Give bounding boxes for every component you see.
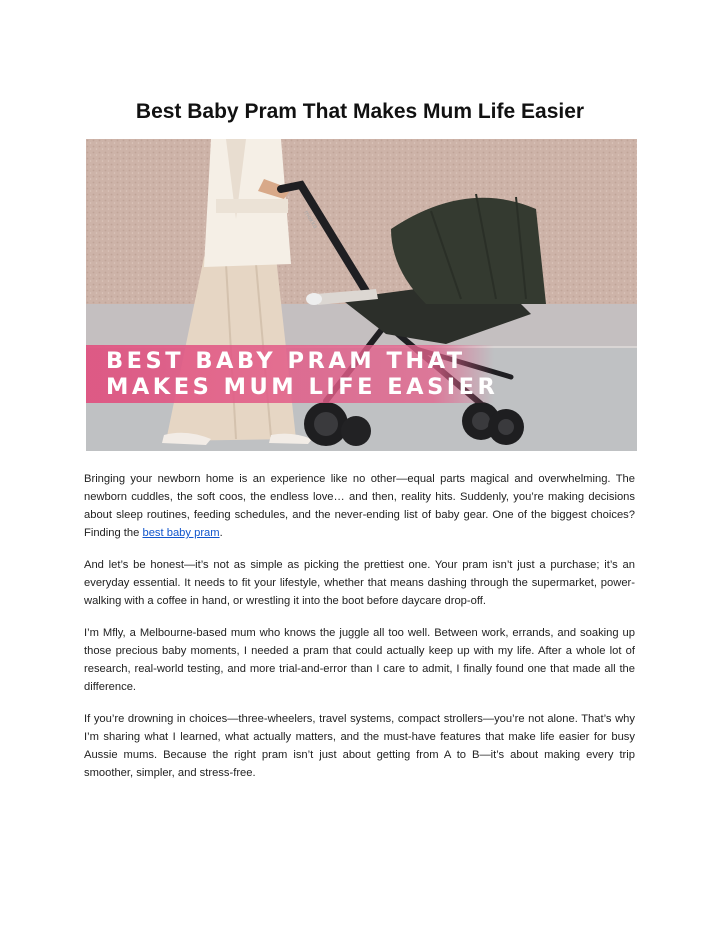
hero-banner-text — [106, 348, 498, 400]
page-title: Best Baby Pram That Makes Mum Life Easier — [135, 100, 585, 123]
pram-wheel-back-right — [341, 416, 371, 446]
pram-wheel-front-right — [488, 409, 524, 445]
best-baby-pram-link[interactable]: best baby pram — [142, 527, 220, 539]
paragraph-1: Bringing your newborn home is an experience like no other—equal parts magical and overwhelming. The newborn cuddles, the soft coos, the endless love… and then, reality hits. Suddenly, you’re making decisions about sleep routines, feeding schedules, and the never-ending list of baby gear. One of the biggest choices? Finding the best baby pram. — [84, 473, 635, 539]
hero-banner-line-1: BEST BABY PRAM THAT — [106, 348, 466, 374]
hero-banner-line-2: MAKES MUM LIFE EASIER — [106, 374, 499, 400]
pram-wheel-rear — [304, 402, 348, 446]
paragraph-3: I’m Mfly, a Melbourne-based mum who knows the juggle all too well. Between work, errands, and soaking up those precious baby moments, I needed a pram that could actually keep up with my life. After a whole lot of research, real-world testing, and more trial-and-error than I care to admit, I finally found one that made all the difference. — [84, 627, 635, 693]
hero-image — [86, 139, 637, 451]
article-body — [84, 470, 635, 796]
pram-brand-mark: mokka — [302, 209, 319, 231]
pram-photo-illustration — [86, 139, 637, 451]
paragraph-2: And let’s be honest—it’s not as simple as picking the prettiest one. Your pram isn’t just a purchase; it’s an everyday essential. It needs to fit your lifestyle, whether that means dashing through the supermarket, power-walking with a coffee in hand, or wrestling it into the boot before daycare drop-off. — [84, 559, 635, 607]
paragraph-4: If you’re drowning in choices—three-wheelers, travel systems, compact strollers—you’re not alone. That’s why I’m sharing what I learned, what actually matters, and the must-have features that make life easier for busy Aussie mums. Because the right pram isn’t just about getting from A to B—it’s about making every trip smoother, simpler, and stress-free. — [84, 713, 635, 779]
